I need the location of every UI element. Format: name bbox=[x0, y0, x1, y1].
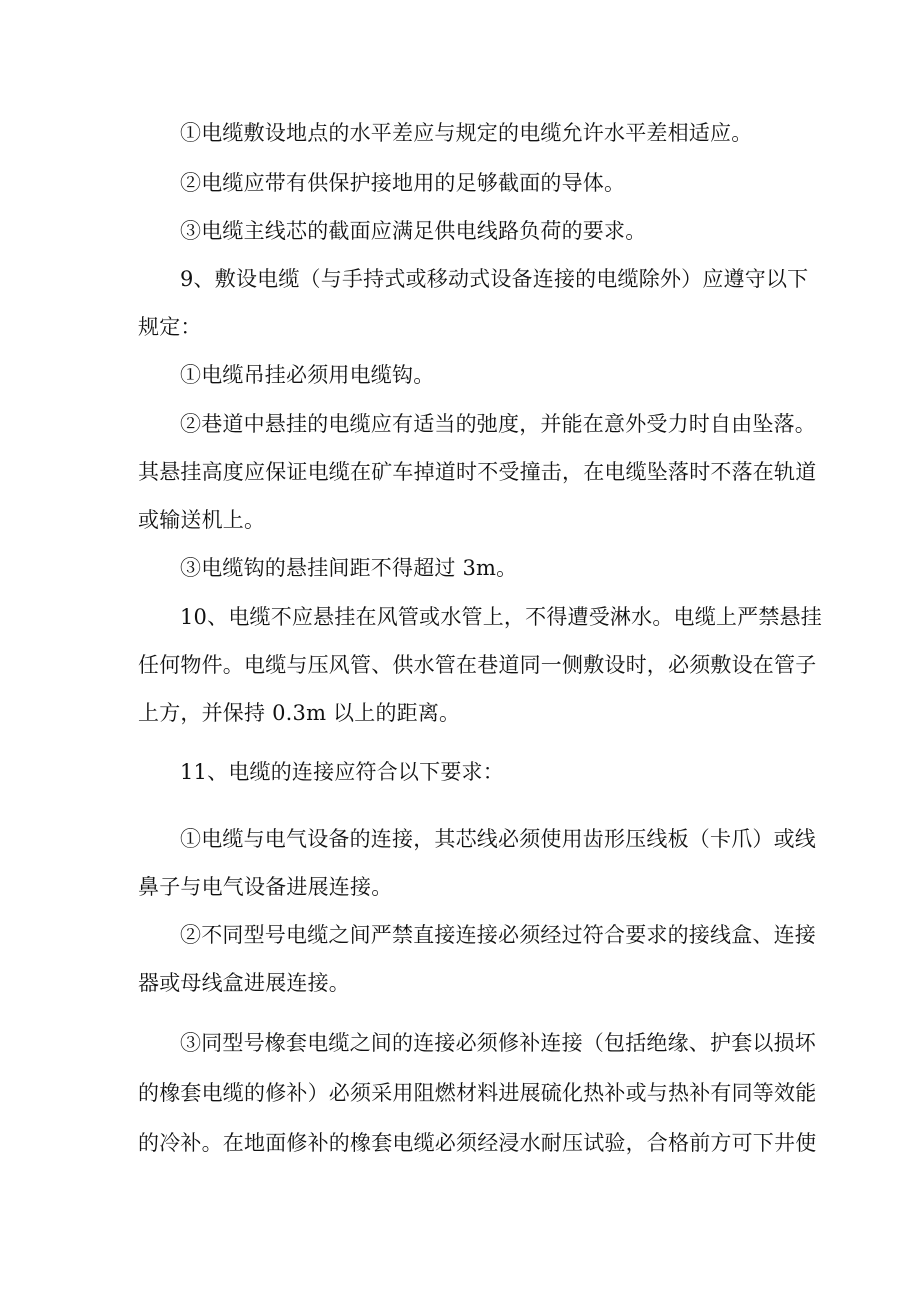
text-line: ①电缆吊挂必须用电缆钩。 bbox=[180, 363, 435, 387]
text-line: 器或母线盒进展连接。 bbox=[138, 971, 350, 995]
text-line: 10、电缆不应悬挂在风管或水管上，不得遭受淋水。电缆上严禁悬挂 bbox=[180, 605, 822, 629]
text-line: 任何物件。电缆与压风管、供水管在巷道同一侧敷设时，必须敷设在管子 bbox=[138, 653, 817, 677]
text-line: 鼻子与电气设备进展连接。 bbox=[138, 875, 393, 899]
text-line: ①电缆敷设地点的水平差应与规定的电缆允许水平差相适应。 bbox=[180, 121, 753, 145]
text-line: 其悬挂高度应保证电缆在矿车掉道时不受撞击，在电缆坠落时不落在轨道 bbox=[138, 460, 817, 484]
text-line: 的冷补。在地面修补的橡套电缆必须经浸水耐压试验，合格前方可下井使 bbox=[138, 1131, 817, 1155]
text-line: 的橡套电缆的修补）必须采用阻燃材料进展硫化热补或与热补有同等效能 bbox=[138, 1081, 817, 1105]
text-line: ③电缆主线芯的截面应满足供电线路负荷的要求。 bbox=[180, 219, 647, 243]
text-line: ②不同型号电缆之间严禁直接连接必须经过符合要求的接线盒、连接 bbox=[180, 923, 816, 947]
text-line: ②电缆应带有供保护接地用的足够截面的导体。 bbox=[180, 171, 626, 195]
text-line: 规定： bbox=[138, 315, 202, 339]
text-line: ②巷道中悬挂的电缆应有适当的弛度，并能在意外受力时自由坠落。 bbox=[180, 412, 816, 436]
text-line: 9、敷设电缆（与手持式或移动式设备连接的电缆除外）应遵守以下 bbox=[180, 267, 809, 291]
text-line: ③电缆钩的悬挂间距不得超过 3m。 bbox=[180, 556, 518, 580]
text-line: 上方，并保持 0.3m 以上的距离。 bbox=[138, 701, 461, 725]
text-line: ①电缆与电气设备的连接，其芯线必须使用齿形压线板（卡爪）或线 bbox=[180, 827, 816, 851]
text-line: 11、电缆的连接应符合以下要求： bbox=[180, 760, 504, 784]
text-line: 或输送机上。 bbox=[138, 508, 266, 532]
text-line: ③同型号橡套电缆之间的连接必须修补连接（包括绝缘、护套以损坏 bbox=[180, 1031, 816, 1055]
